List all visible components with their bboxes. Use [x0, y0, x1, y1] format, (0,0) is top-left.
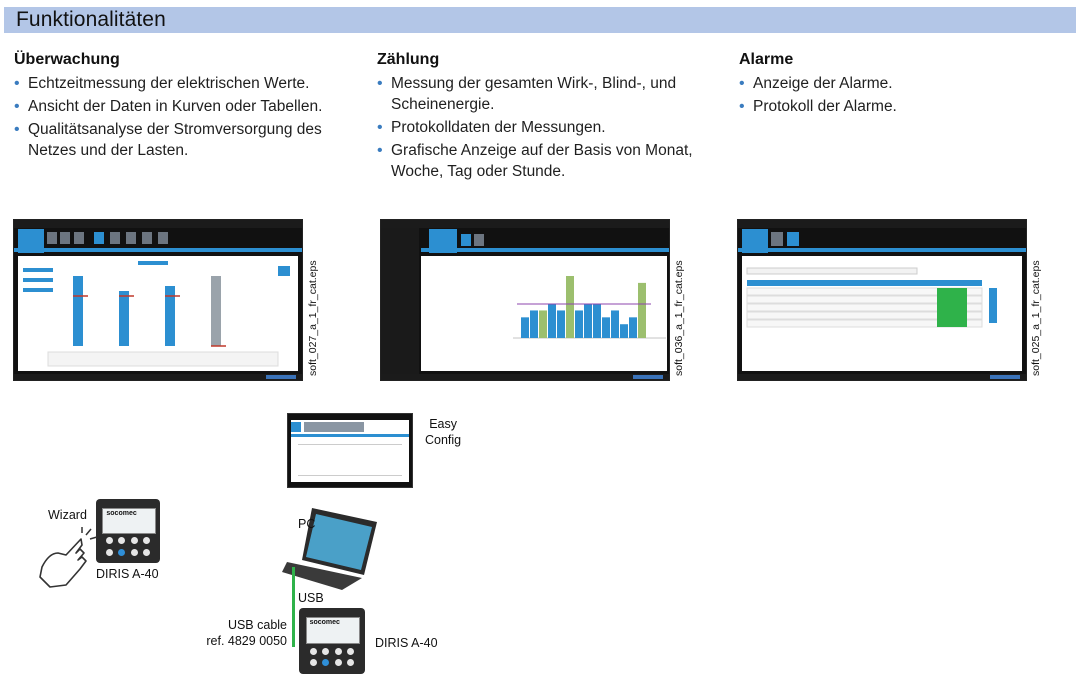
column-monitoring	[14, 51, 354, 163]
device-label: DIRIS A-40	[375, 636, 438, 650]
column-metering	[377, 51, 722, 184]
screenshot-monitoring	[13, 219, 303, 381]
list-item: • Echtzeitmessung der elektrischen Werte.	[14, 73, 354, 94]
chart-bar	[530, 310, 538, 338]
image-file-label: soft_025_a_1_fr_cat.eps	[1030, 260, 1042, 376]
device-label: DIRIS A-40	[96, 567, 159, 581]
list-item: • Protokoll der Alarme.	[739, 96, 1059, 117]
list-item: • Grafische Anzeige auf der Basis von Monat, Woche, Tag oder Stunde.	[377, 140, 722, 182]
chart-bar	[566, 276, 574, 338]
chart-bar	[602, 317, 610, 338]
wizard-label: Wizard	[48, 508, 87, 522]
feature-list	[739, 73, 1059, 117]
chart-bar	[611, 310, 619, 338]
diris-device	[96, 499, 160, 563]
chart-bar	[629, 317, 637, 338]
easy-config-label: Easy Config	[425, 417, 462, 447]
image-file-label: soft_036_a_1_fr_cat.eps	[673, 260, 685, 376]
hand-pointer-icon	[36, 525, 101, 590]
chart-bar	[575, 310, 583, 338]
pc-label: PC	[298, 517, 316, 531]
feature-list	[377, 73, 722, 182]
alarm-table-graphic	[742, 256, 1022, 371]
usb-label: USB	[298, 591, 324, 605]
diris-device	[299, 608, 365, 674]
usb-cable-label: USB cable ref. 4829 0050	[206, 618, 287, 648]
list-item: • Anzeige der Alarme.	[739, 73, 1059, 94]
chart-bar	[638, 283, 646, 338]
chart-bar	[620, 324, 628, 338]
section-title: Funktionalitäten	[16, 8, 166, 31]
screenshot-metering	[380, 219, 670, 381]
chart-bar	[584, 304, 592, 338]
list-item: • Messung der gesamten Wirk-, Blind-, und Scheinenergie.	[377, 73, 722, 115]
list-item: • Protokolldaten der Messungen.	[377, 117, 722, 138]
column-alarms	[739, 51, 1059, 119]
image-file-label: soft_027_a_1_fr_cat.eps	[307, 260, 319, 376]
chart-bar	[593, 304, 601, 338]
chart-bar	[557, 310, 565, 338]
energy-bar-chart	[421, 256, 667, 371]
screenshot-alarms	[737, 219, 1027, 381]
brand-logo: socomec	[106, 509, 137, 517]
chart-bar	[548, 304, 556, 338]
feature-list	[14, 73, 354, 161]
brand-logo: socomec	[309, 619, 340, 627]
section-header-bar	[4, 7, 1076, 33]
easy-config-screen	[287, 413, 413, 488]
column-title: Alarme	[739, 51, 794, 68]
column-title: Überwachung	[14, 51, 120, 68]
chart-bar	[539, 310, 547, 338]
usb-cable-line	[292, 567, 295, 647]
bar-gauges-graphic	[18, 256, 298, 371]
list-item: • Ansicht der Daten in Kurven oder Tabellen.	[14, 96, 354, 117]
chart-bar	[521, 317, 529, 338]
column-title: Zählung	[377, 51, 440, 68]
list-item: • Qualitätsanalyse der Stromversorgung des Netzes und der Lasten.	[14, 119, 354, 161]
laptop-icon	[282, 500, 382, 590]
